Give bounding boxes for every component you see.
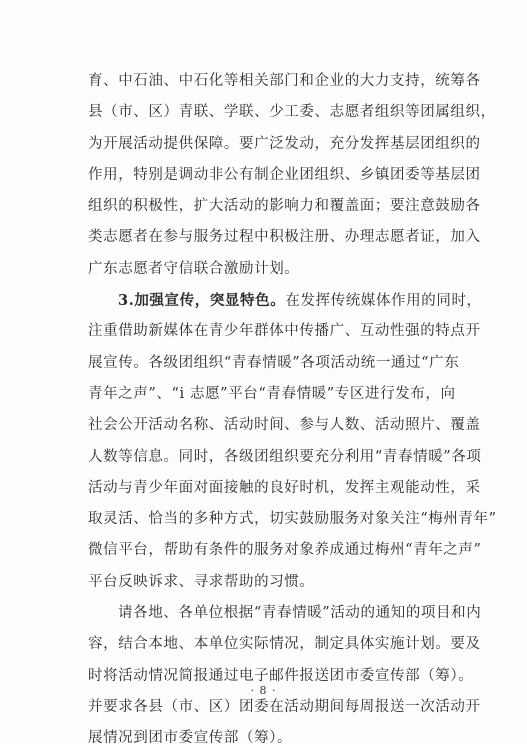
text-line: 并要求各县（市、区）团委在活动期间每周报送一次活动开 xyxy=(88,698,481,715)
text-line: 组织的积极性，扩大活动的影响力和覆盖面；要注意鼓励各 xyxy=(88,198,481,215)
text-line: 育、中石油、中石化等相关部门和企业的大力支持，统筹各 xyxy=(88,73,481,89)
section-heading-line xyxy=(88,285,482,316)
text-line: 社会公开活动名称、活动时间、参与人数、活动照片、覆盖 xyxy=(88,417,481,434)
text-line: 活动与青少年面对面接触的良好时机，发挥主观能动性，采 xyxy=(88,479,481,496)
text-line: 展宣传。各级团组织“青春情暖”各项活动统一通过“广东 xyxy=(88,354,460,371)
text-line: 类志愿者在参与服务过程中积极注册、办理志愿者证，加入 xyxy=(88,229,481,246)
text-line: 微信平台，帮助有条件的服务对象养成通过梅州“青年之声” xyxy=(88,542,482,559)
text-line: 容，结合本地、本单位实际情况，制定具体实施计划。要及 xyxy=(88,636,481,653)
text-line: 注重借助新媒体在青少年群体中传播广、互动性强的特点开 xyxy=(88,323,481,340)
text-line: 平台反映诉求、寻求帮助的习惯。 xyxy=(88,573,315,590)
text-line: 作用，特别是调动非公有制企业团组织、乡镇团委等基层团 xyxy=(88,166,481,183)
paragraph-first-line: 请各地、各单位根据“青春情暖”活动的通知的项目和内 xyxy=(118,605,482,622)
text-line: 展情况到团市委宣传部（筹）。 xyxy=(88,730,293,747)
text-line: 时将活动情况简报通过电子邮件报送团市委宣传部（筹）。 xyxy=(88,667,474,684)
section-heading: 3.加强宣传，突显特色。 xyxy=(118,292,286,310)
section-heading-continuation: 在发挥传统媒体作用的同时， xyxy=(285,293,482,310)
page-number: · 8 · xyxy=(250,684,277,697)
text-line: 为开展活动提供保障。要广泛发动，充分发挥基层团组织的 xyxy=(88,135,481,152)
document-body xyxy=(88,66,497,755)
text-line: 人数等信息。同时，各级团组织要充分利用“青春情暖”各项 xyxy=(88,448,482,465)
text-line: 取灵活、恰当的多种方式，切实鼓励服务对象关注“梅州青年” xyxy=(88,511,497,528)
text-line: 县（市、区）青联、学联、少工委、志愿者组织等团属组织， xyxy=(88,104,496,121)
text-line: 广东志愿者守信联合激励计划。 xyxy=(88,260,300,277)
text-line: 青年之声”、“i 志愿”平台“青春情暖”专区进行发布，向 xyxy=(88,385,456,402)
